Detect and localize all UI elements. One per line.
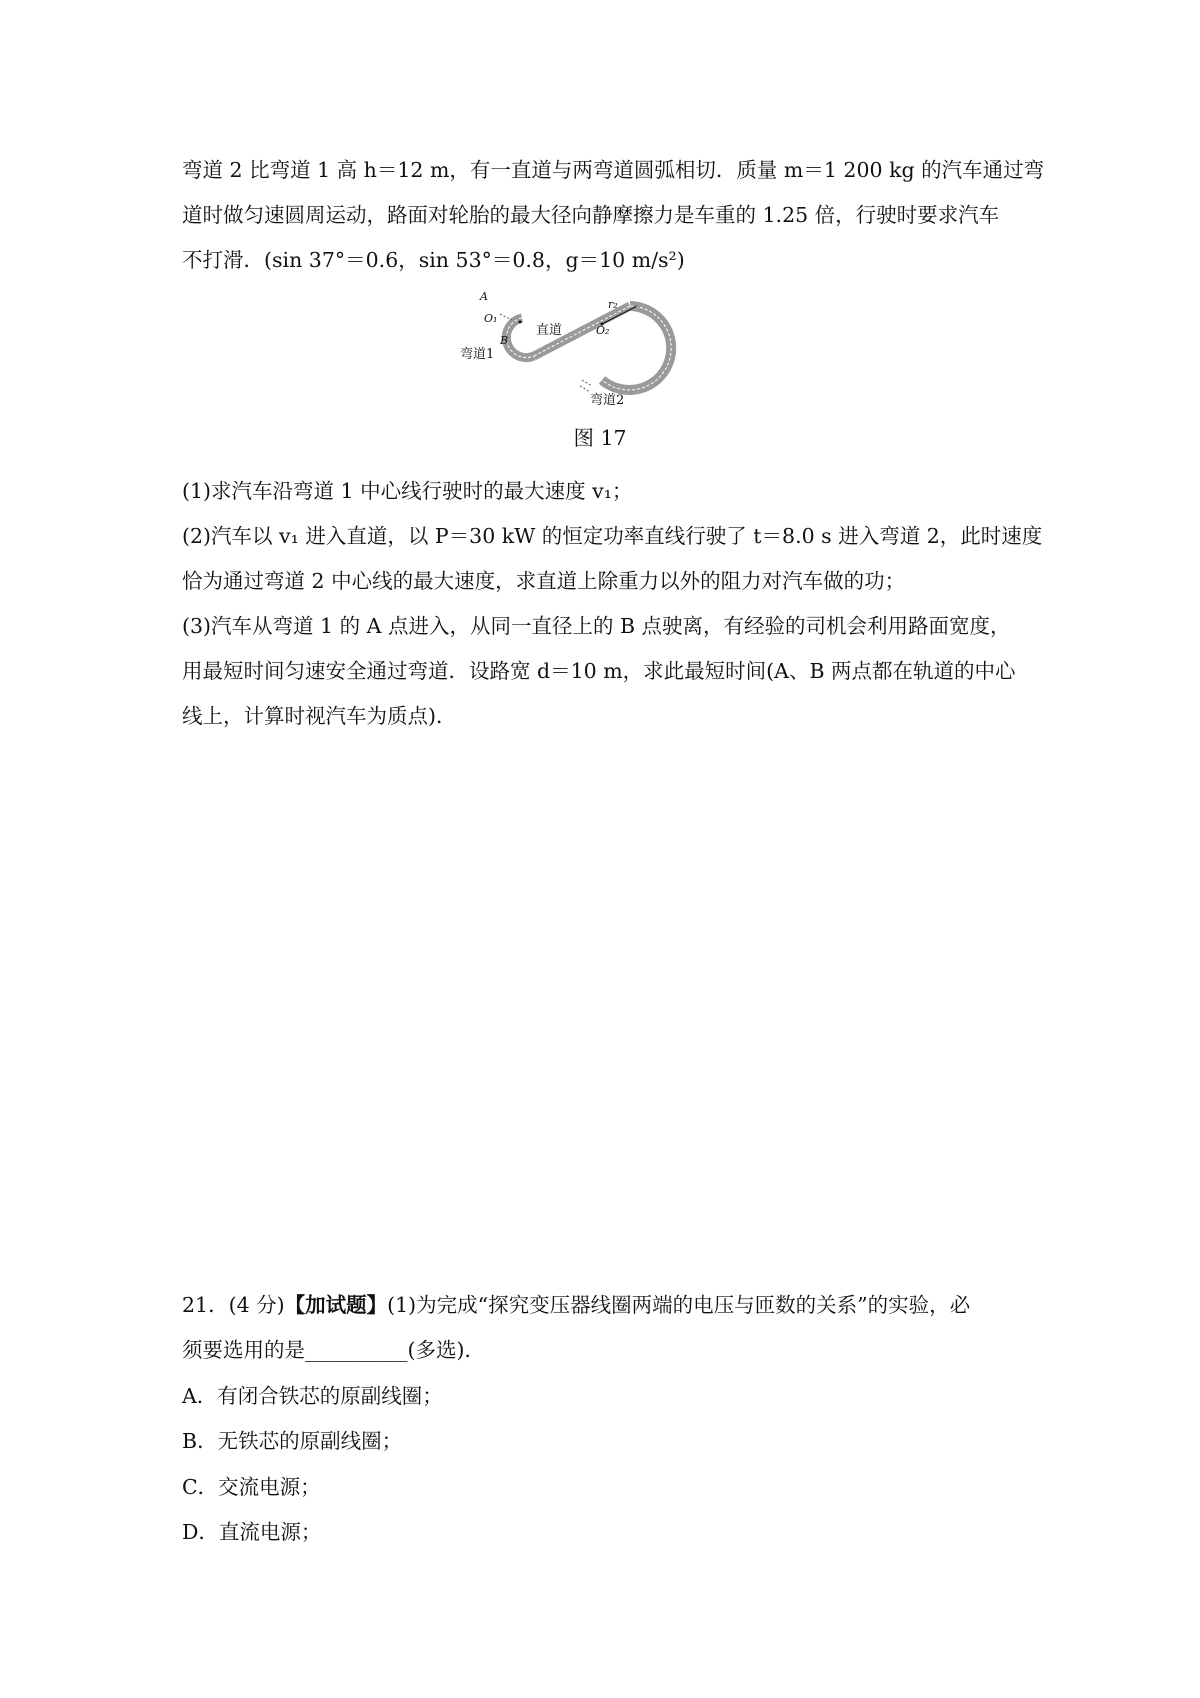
road-diagram-figure <box>460 290 730 413</box>
figure-caption: 图 17 <box>573 426 627 450</box>
option-b: B．无铁芯的原副线圈； <box>182 1429 403 1453</box>
option-a: A．有闭合铁芯的原副线圈； <box>182 1384 443 1408</box>
label-b: B <box>500 334 509 347</box>
problem21-stem-text: (1)为完成“探究变压器线圈两端的电压与匝数的关系”的实验，必 <box>387 1293 971 1317</box>
option-c: C．交流电源； <box>182 1475 321 1499</box>
problem21-tag: 【加试题】 <box>284 1293 388 1317</box>
question-3-line-3: 线上，计算时视汽车为质点)． <box>182 704 457 728</box>
label-o2: O₂ <box>596 324 610 337</box>
option-d: D．直流电源； <box>182 1520 322 1544</box>
label-curve2: 弯道2 <box>590 393 625 408</box>
question-2-line-2: 恰为通过弯道 2 中心线的最大速度，求直道上除重力以外的阻力对汽车做的功； <box>182 569 906 593</box>
label-o1: O₁ <box>484 312 498 325</box>
label-straight-road: 直道 <box>536 323 563 338</box>
question-3-line-1: (3)汽车从弯道 1 的 A 点进入，从同一直径上的 B 点驶离，有经验的司机会利用路面宽度， <box>182 614 1011 638</box>
question-2-line-1: (2)汽车以 v₁ 进入直道，以 P＝30 kW 的恒定功率直线行驶了 t＝8.0 s 进入弯道 2，此时速度 <box>182 524 1043 548</box>
problem20-intro-line-3: 不打滑．(sin 37°＝0.6，sin 53°＝0.8，g＝10 m/s²) <box>182 248 685 272</box>
question-1: (1)求汽车沿弯道 1 中心线行驶时的最大速度 v₁； <box>182 479 633 503</box>
label-r2: r₂ <box>608 298 618 311</box>
label-a: A <box>480 290 488 303</box>
problem21-number: 21．(4 分) <box>182 1293 285 1317</box>
problem20-intro-line-1: 弯道 2 比弯道 1 高 h＝12 m，有一直道与两弯道圆弧相切．质量 m＝1 200 kg 的汽车通过弯 <box>182 158 1045 182</box>
problem20-intro-line-2: 道时做匀速圆周运动，路面对轮胎的最大径向静摩擦力是车重的 1.25 倍，行驶时要求汽车 <box>182 203 1000 227</box>
problem21-stem-line-2: 须要选用的是__________(多选)． <box>182 1338 485 1362</box>
curve1-arc <box>506 318 534 358</box>
label-curve1: 弯道1 <box>460 347 495 362</box>
question-3-line-2: 用最短时间匀速安全通过弯道．设路宽 d＝10 m，求此最短时间(A、B 两点都在轨道的中心 <box>182 659 1016 683</box>
problem21-stem-line-1 <box>182 1291 970 1319</box>
